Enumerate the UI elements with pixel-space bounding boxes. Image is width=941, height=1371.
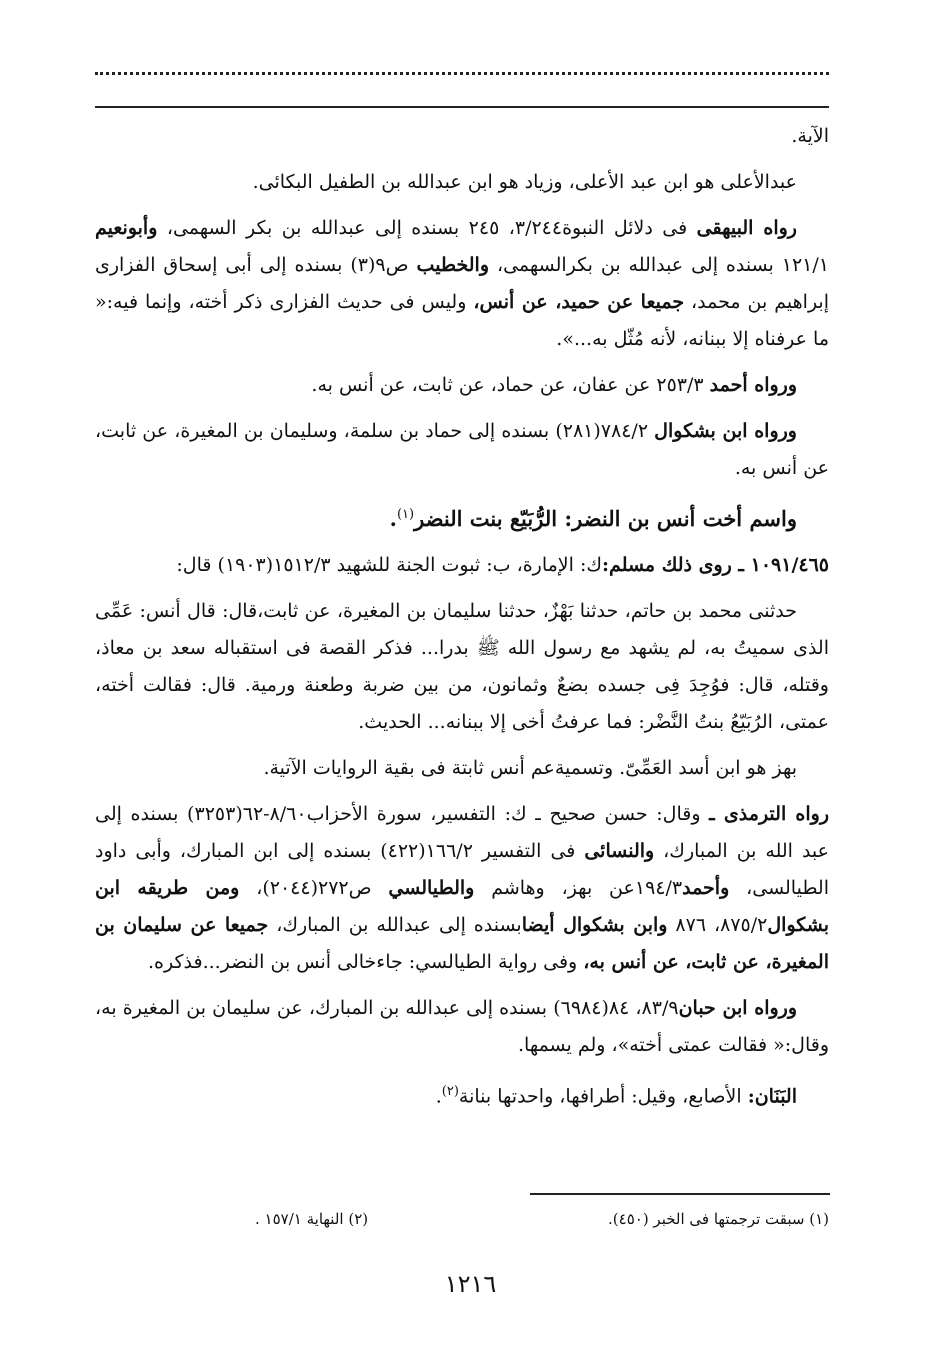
text-run: بسنده إلى عبدالله بن المبارك، [268,914,522,936]
paragraph [95,164,829,201]
paragraph [95,413,829,487]
bold-text: وابن بشكوال أيضا [521,914,668,936]
text-run: بهز هو ابن أسد العَمِّىّ. وتسميةعم أنس ثابتة فى بقية الروايات الآتية. [263,757,797,779]
footnote-2: (٢) النهاية ١٥٧/١ . [255,1210,369,1228]
bold-text: ١٠٩١/٤٦٥ ـ روى ذلك مسلم: [602,554,829,576]
bold-text: رواه البيهقى [696,217,797,239]
bold-text: وأحمد [682,877,730,899]
bold-text: جميعا عن حميد، عن أنس، [473,291,685,313]
footnote-ref: (٢) [441,1084,459,1099]
bold-text: والطيالسي [388,877,475,899]
bold-text: ومن طريقه ابن بشكوال [95,877,829,936]
paragraph [95,1073,829,1115]
paragraph [95,750,829,787]
bold-text: . [389,506,397,531]
footnote-ref: (١) [396,507,415,522]
text-run: فى دلائل النبوة٣/٢٤٤، ٢٤٥ بسنده إلى عبدالله بن بكر السهمى، [157,217,697,239]
paragraph [95,210,829,358]
paragraph [95,496,829,538]
page-number: ١٢١٦ [444,1270,497,1298]
paragraph [95,118,829,155]
bold-text: ورواه أحمد [709,374,797,396]
text-run: وليس فى حديث الفزارى ذكر أخته، وإنما فيه:« ما عرفناه إلا ببنانه، لأنه مُثّل به...». [95,291,829,350]
text-run: ٨٧٥/٢، ٨٧٦ [667,914,768,936]
text-run: وفى رواية الطيالسي: جاءخالى أنس بن النضر...فذكره. [147,951,584,973]
bold-text: جميعا عن سليمان بن المغيرة، عن ثابت، عن أنس به، [95,914,829,973]
paragraph [95,990,829,1064]
page-body [95,118,829,1124]
bold-text: البَنَان: [747,1085,797,1108]
paragraph [95,367,829,404]
top-rule [95,106,829,108]
footnote-rule [530,1193,830,1195]
footnotes [95,1210,829,1228]
footnote-1: (١) سبقت ترجمتها فى الخبر (٤٥٠). [608,1210,829,1228]
text-run: ص٢٧٢(٢٠٤٤)، [239,877,389,899]
bold-text: واسم أخت أنس بن النضر: الرُّبَيّع بنت النضر [414,506,797,531]
bold-text: والنسائى [584,840,655,862]
text-run: فى التفسير ١٦٦/٢(٤٢٢) بسنده إلى ابن المبارك، وأبى داود الطيالسى، [95,840,829,899]
text-run: ١٢١/١ بسنده إلى عبدالله بن بكرالسهمى، [489,254,829,276]
text-run: ص٩(٣) بسنده إلى أبى إسحاق الفزارى إبراهيم بن محمد، [95,254,830,313]
text-run: ك: الإمارة، ب: ثبوت الجنة للشهيد ١٥١٢/٣(١٩٠٣) قال: [176,554,603,576]
text-run: وقال: حسن صحيح ـ ك: التفسير، سورة الأحزاب٨/٦٠-٦٢(٣٢٥٣) بسنده إلى عبد الله بن المبارك، [95,803,829,862]
text-run: حدثنى محمد بن حاتم، حدثنا بَهْزٌ، حدثنا سليمان بن المغيرة، عن ثابت،قال: قال أنس: عَمِّى الذى سميتُ به، لم يشهد مع رسول الله ﷺ بدرا... فذكر القصة فى استقباله سعد بن معاذ، وقتله، قال: فوُجِدَ فِى جسده بضعٌ وثمانون، من بين ضربة وطعنة ورمية. قال: فقالت أخته، عمتى، الرُبَيّعُ بنتُ النَّضْر: فما عرفتُ أخى إلا ببنانه... الحديث. [95,600,829,733]
bold-text: وأبونعيم [95,217,158,239]
bold-text: رواه الترمذى ـ [709,803,830,825]
bold-text: ورواه ابن حبان [678,997,797,1019]
text-run: ٢٥٣/٣ عن عفان، عن حماد، عن ثابت، عن أنس به. [311,374,710,396]
text-run: الأصابع، وقيل: أطرافها، واحدتها بنانة [458,1085,748,1108]
text-run: عبدالأعلى هو ابن عبد الأعلى، وزياد هو ابن عبدالله بن الطفيل البكائى. [252,171,797,193]
text-run: ٧٨٤/٢(٢٨١) بسنده إلى حماد بن سلمة، وسليمان بن المغيرة، عن ثابت، عن أنس به. [95,420,829,479]
paragraph [95,547,829,584]
bold-text: والخطيب [416,254,490,276]
bold-text: ورواه ابن بشكوال [654,420,797,442]
paragraph [95,796,829,981]
text-run: الآية. [791,125,829,147]
text-run: ٨٣/٩، ٨٤(٦٩٨٤) بسنده إلى عبدالله بن المبارك، عن سليمان بن المغيرة به، وقال:« فقالت عمتى أخته»، ولم يسمها. [95,997,829,1056]
paragraph [95,593,829,741]
text-run: . [435,1085,442,1108]
top-dotted-line [95,72,829,85]
text-run: ١٩٤/٣عن بهز، وهاشم [474,877,683,899]
